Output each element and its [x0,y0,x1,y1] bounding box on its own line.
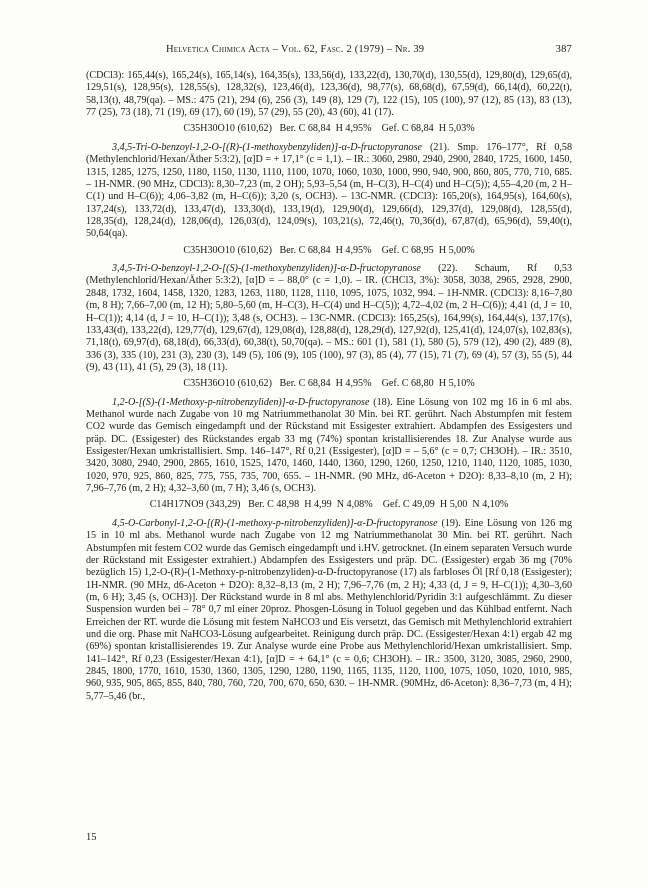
paragraph-1: (CDCl3): 165,44(s), 165,24(s), 165,14(s), 164,35(s), 133,56(d), 133,22(d), 130,70(d), 130,55(d), 129,80(d), 129,65(d), 129,51(s), 128,95(s), 128,55(s), 128,32(s), 123,46(d), 123,36(d), 98,77(s), 68,68(d), 67,59(d), 66,14(d), 60,22(t), 58,13(t), 48,79(qa). – MS.: 475 (21), 294 (6), 256 (3), 149 (8), 129 (7), 122 (15), 105 (100), 97 (12), 85 (13), 83 (13), 77 (25), 73 (18), 71 (19), 69 (17), 60 (19), 57 (29), 55 (20), 43 (60), 41 (17). [86,70,572,119]
paragraph-3 [86,263,572,374]
paragraph-3-text: (22). Schaum, Rf 0,53 (Methylenchlorid/Hexan/Äther 5:3:2), [α]D = – 88,0° (c = 1,0). – IR. (CHCl3, 3%): 3058, 3038, 2965, 2928, 2900, 2848, 1732, 1604, 1458, 1320, 1283, 1263, 1180, 1128, 1110, 1095, 1075, 1032, 994. – 1H-NMR. (CDCl3): 8,16–7,80 (m, 8 H); 7,66–7,00 (m, 12 H); 5,80–5,60 (m, H–C(3), H–C(4) und H–C(5)); 4,72–4,02 (m, 2 H–C(6)); 4,41 (d, J = 10, H–C(1)); 4,14 (d, J = 10, H–C(1)); 3,48 (s, OCH3). – 13C-NMR. (CDCl3): 165,25(s), 164,99(s), 164,44(s), 137,17(s), 133,43(d), 133,22(d), 129,77(d), 129,67(d), 129,08(d), 128,88(d), 128,29(d), 127,92(d), 125,41(d), 124,07(s), 102,83(s), 71,18(t), 69,97(d), 68,18(d), 66,33(d), 60,38(t), 50,70(qa). – MS.: 601 (1), 581 (1), 580 (5), 579 (12), 490 (2), 489 (8), 336 (3), 335 (10), 231 (3), 230 (3), 149 (5), 106 (9), 105 (100), 97 (3), 85 (4), 77 (15), 71 (7), 69 (4), 57 (3), 55 (5), 44 (9), 43 (11), 41 (5), 29 (3), 18 (11). [86,263,572,373]
formula-line-2: C35H30O10 (610,62) Ber. C 68,84 H 4,95% Gef. C 68,95 H 5,00% [183,244,475,256]
page-number: 387 [555,44,572,55]
compound-name-21: 3,4,5-Tri-O-benzoyl-1,2-O-[(R)-(1-methoxybenzyliden)]-α-D-fructopyranose [112,141,422,153]
signature-mark: 15 [86,832,97,843]
paragraph-4-text: (18). Eine Lösung von 102 mg 16 in 6 ml abs. Methanol wurde nach Zugabe von 10 mg Natriummethanolat 30 Min. bei RT. gerührt. Nach Abstumpfen mit festem CO2 wurde das Gemisch eingedampft und der Rückstand mit Essigester extrahiert. Abdampfen des Essigesters und präp. DC. (Essigester) des Rückstandes ergab 33 mg (74%) spontan kristallisierendes 18. Zur Analyse wurde aus Essigester/Hexan umkristallisiert. Smp. 146–147°, Rf 0,21 (Essigester), [α]D = – 5,6° (c = 0,7; CH3OH). – IR.: 3510, 3420, 3080, 2940, 2900, 2865, 1610, 1525, 1470, 1460, 1440, 1360, 1290, 1260, 1250, 1210, 1140, 1120, 1085, 1030, 1020, 970, 925, 860, 825, 775, 755, 735, 700, 655. – 1H-NMR. (90 MHz, d6-Aceton + D2O): 8,33–8,10 (m, 2 H); 7,96–7,76 (m, 2 H); 4,32–3,60 (m, 7 H); 3,46 (s, OCH3). [86,396,572,495]
paragraph-4 [86,397,572,496]
compound-name-19: 4,5-O-Carbonyl-1,2-O-[(R)-(1-methoxy-p-nitrobenzyliden)]-α-D-fructopyranose [112,517,438,529]
paragraph-5 [86,518,572,703]
formula-line-4: C14H17NO9 (343,29) Ber. C 48,98 H 4,99 N 4,08% Gef. C 49,09 H 5,00 N 4,10% [149,499,509,511]
formula-line-3: C35H36O10 (610,62) Ber. C 68,84 H 4,95% Gef. C 68,80 H 5,10% [183,378,475,390]
compound-name-22: 3,4,5-Tri-O-benzoyl-1,2-O-[(S)-(1-methoxybenzyliden)]-α-D-fructopyranose [112,263,421,275]
formula-line-1: C35H30O10 (610,62) Ber. C 68,84 H 4,95% Gef. C 68,84 H 5,03% [183,123,475,135]
article-body [86,70,572,703]
paragraph-2 [86,142,572,241]
paragraph-5-text: (19). Eine Lösung von 126 mg 15 in 10 ml abs. Methanol wurde nach Zugabe von 12 mg Natriummethanolat 30 Min. bei RT. gerührt. Nach Abstumpfen mit festem CO2 wurde das Gemisch eingedampft und i.HV. getrocknet. (In einem separaten Versuch wurde der Rückstand mit Essigester extrahiert.) Abdampfen des Essigesters und präp. DC. (Essigester) ergab 36 mg (70% bezüglich 15) 1,2-O-(R)-(1-Methoxy-p-nitrobenzyliden)-α-D-fructopyranose (17) als farbloses Öl [Rf 0,18 (Essigester); 1H-NMR. (90 MHz, d6-Aceton + D2O): 8,32–8,13 (m, 2 H); 7,96–7,76 (m, 2 H); 4,33 (d, J = 9, H–C(1)); 4,30–3,60 (m, 6 H); 3,45 (s, OCH3)]. Der Rückstand wurde in 8 ml abs. Methylenchlorid/Pyridin 3:1 aufgeschlämmt. Zu dieser Suspension wurden bei – 78° 0,7 ml einer 20proz. Phosgen-Lösung in Toluol gegeben und das Kühlbad entfernt. Nach Erreichen der RT. wurde die Lösung mit festem NaHCO3 und Eis versetzt, das Gemisch mit Methylenchlorid extrahiert und die org. Phase mit NaHCO3-Lösung aufgearbeitet. Reinigung durch präp. DC. (Essigester/Hexan 4:1) ergab 42 mg (69%) spontan kristallisierendes 19. Zur Analyse wurde eine Probe aus Methylenchlorid/Hexan umkristallisiert. Smp. 141–142°, Rf 0,23 (Essigester/Hexan 4:1), [α]D = + 64,1° (c = 0,6; CH3OH). – IR.: 3500, 3120, 3085, 2960, 2900, 2845, 1800, 1770, 1610, 1530, 1360, 1305, 1290, 1280, 1190, 1165, 1135, 1120, 1100, 1075, 1050, 1020, 1010, 985, 960, 935, 905, 865, 855, 840, 780, 760, 720, 700, 670, 650, 630. – 1H-NMR. (90MHz, d6-Aceton): 8,36–7,73 (m, 4 H); 5,77–5,46 (br., [86,517,572,702]
paragraph-2-text: (21). Smp. 176–177°, Rf 0,58 (Methylenchlorid/Hexan/Äther 5:3:2), [α]D = + 17,1° (c = 1,1). – IR.: 3060, 2980, 2940, 2900, 2840, 1725, 1600, 1450, 1315, 1285, 1275, 1250, 1180, 1150, 1130, 1110, 1100, 1070, 1060, 1030, 1000, 990, 940, 900, 860, 805, 770, 710, 685. – 1H-NMR. (90 MHz, CDCl3): 8,30–7,23 (m, 2 OH); 5,93–5,54 (m, H–C(3), H–C(4) und H–C(5)); 4,55–4,20 (m, 2 H–C(1) und H–C(6)); 4,06–3,82 (m, H–C(6)); 3,20 (s, OCH3). – 13C-NMR. (CDCl3): 165,20(s), 164,95(s), 164,60(s), 137,24(s), 133,72(d), 133,47(d), 133,30(d), 133,19(d), 129,90(d), 129,66(d), 129,37(d), 129,08(d), 128,55(d), 128,35(d), 128,24(d), 128,06(d), 126,03(d), 124,09(s), 103,21(s), 72,46(t), 70,36(d), 67,87(d), 65,96(d), 59,40(t), 50,64(qa). [86,141,572,240]
running-header [86,44,572,58]
journal-title: Helvetica Chimica Acta – Vol. 62, Fasc. 2 (1979) – Nr. 39 [166,44,425,55]
compound-name-18: 1,2-O-[(S)-(1-Methoxy-p-nitrobenzyliden)]-α-D-fructopyranose [112,396,370,408]
